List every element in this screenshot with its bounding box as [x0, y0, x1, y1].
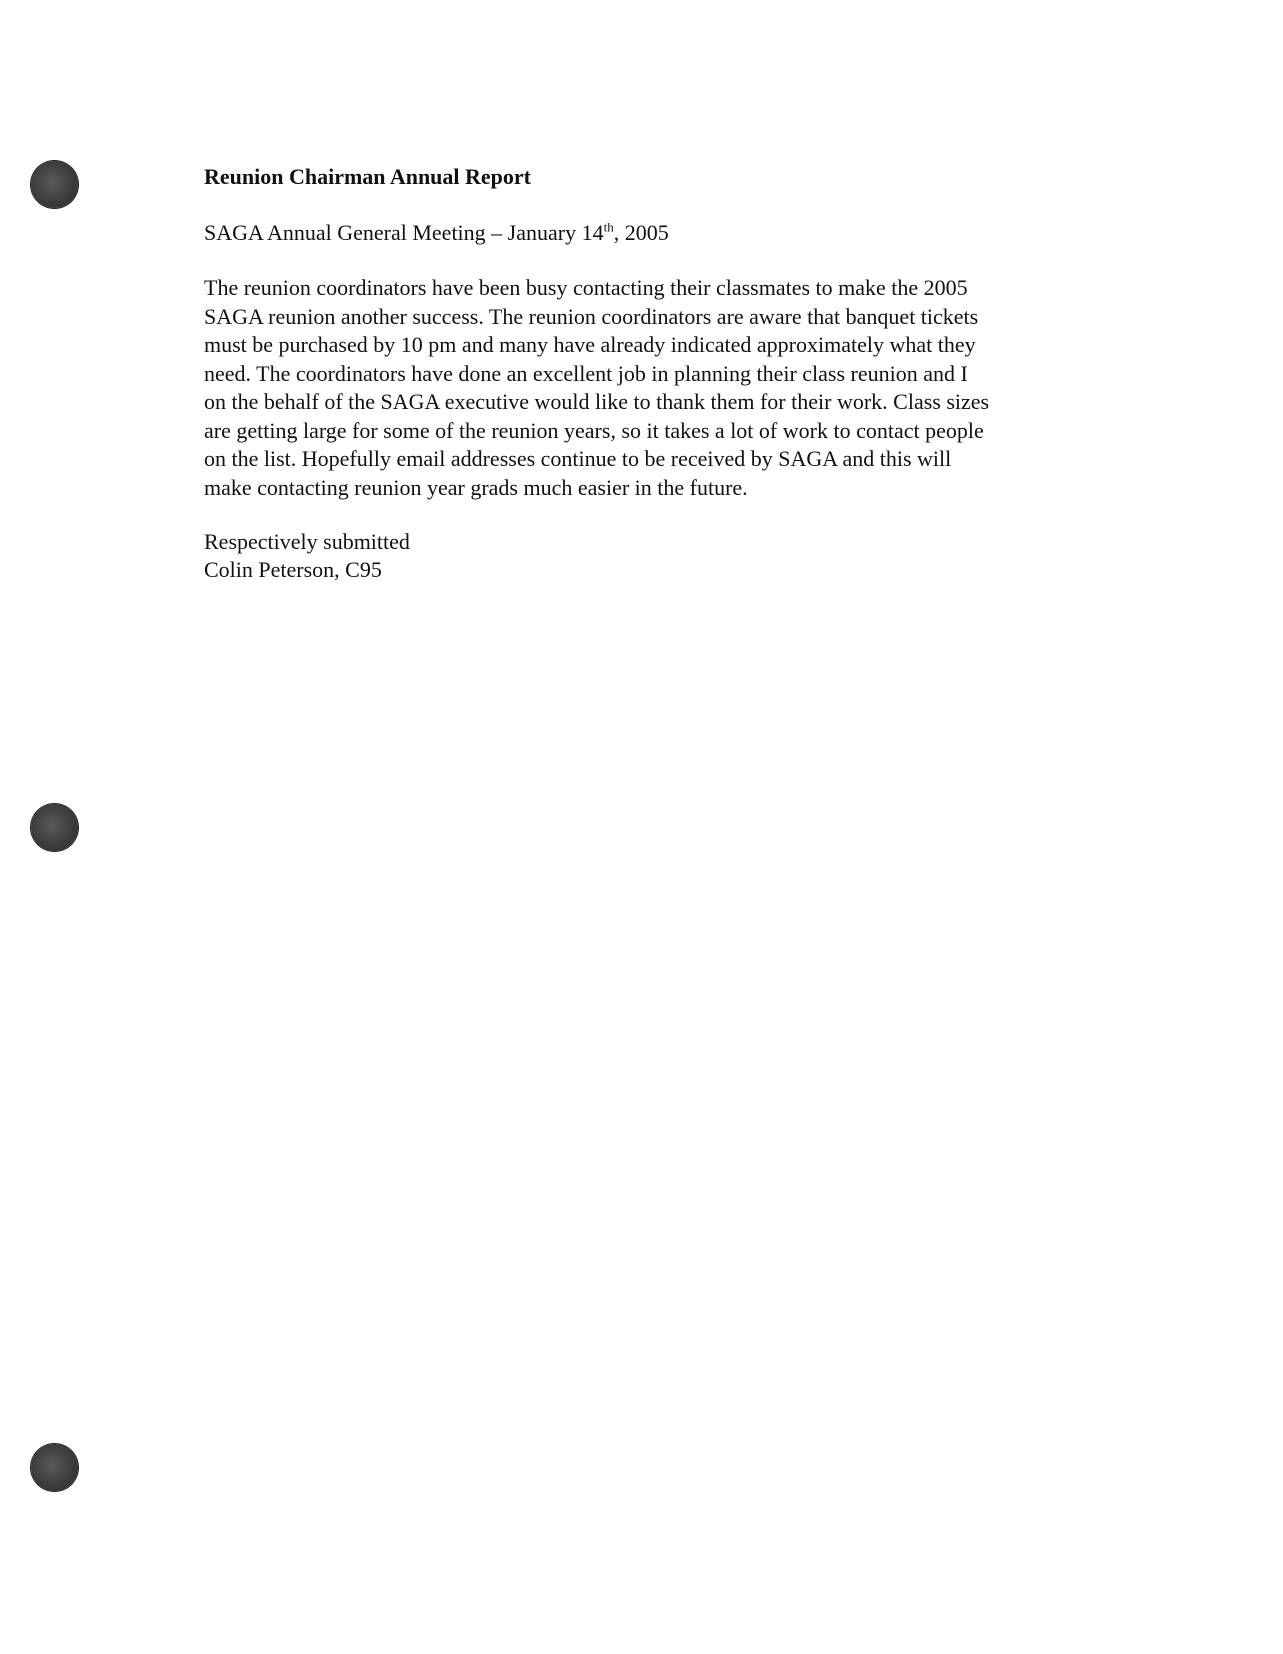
body-line: are getting large for some of the reunion years, so it takes a lot of work to contact people	[204, 417, 984, 443]
report-body	[204, 274, 1124, 502]
meeting-suffix: , 2005	[613, 220, 669, 245]
document-title: Reunion Chairman Annual Report	[204, 164, 532, 189]
body-line: must be purchased by 10 pm and many have already indicated approximately what they	[204, 332, 976, 357]
document-content	[204, 162, 1124, 584]
punch-hole-bottom	[31, 1444, 78, 1491]
body-line: on the list. Hopefully email addresses continue to be received by SAGA and this will	[204, 446, 952, 471]
signoff	[204, 528, 1124, 584]
meeting-line	[204, 218, 1124, 248]
body-line: make contacting reunion year grads much easier in the future.	[204, 474, 748, 500]
punch-hole-middle	[31, 804, 78, 851]
meeting-ordinal-suffix: th	[603, 219, 614, 235]
signoff-closing: Respectively submitted	[204, 529, 410, 554]
signoff-author: Colin Peterson, C95	[204, 557, 382, 582]
meeting-prefix: SAGA Annual General Meeting – January 14	[204, 220, 604, 245]
body-line: SAGA reunion another success. The reunion coordinators are aware that banquet tickets	[204, 303, 979, 329]
punch-hole-top	[31, 161, 78, 208]
body-line: need. The coordinators have done an excellent job in planning their class reunion and I	[204, 360, 968, 386]
body-line: on the behalf of the SAGA executive would like to thank them for their work. Class sizes	[204, 389, 990, 414]
body-line: The reunion coordinators have been busy contacting their classmates to make the 2005	[204, 275, 968, 300]
